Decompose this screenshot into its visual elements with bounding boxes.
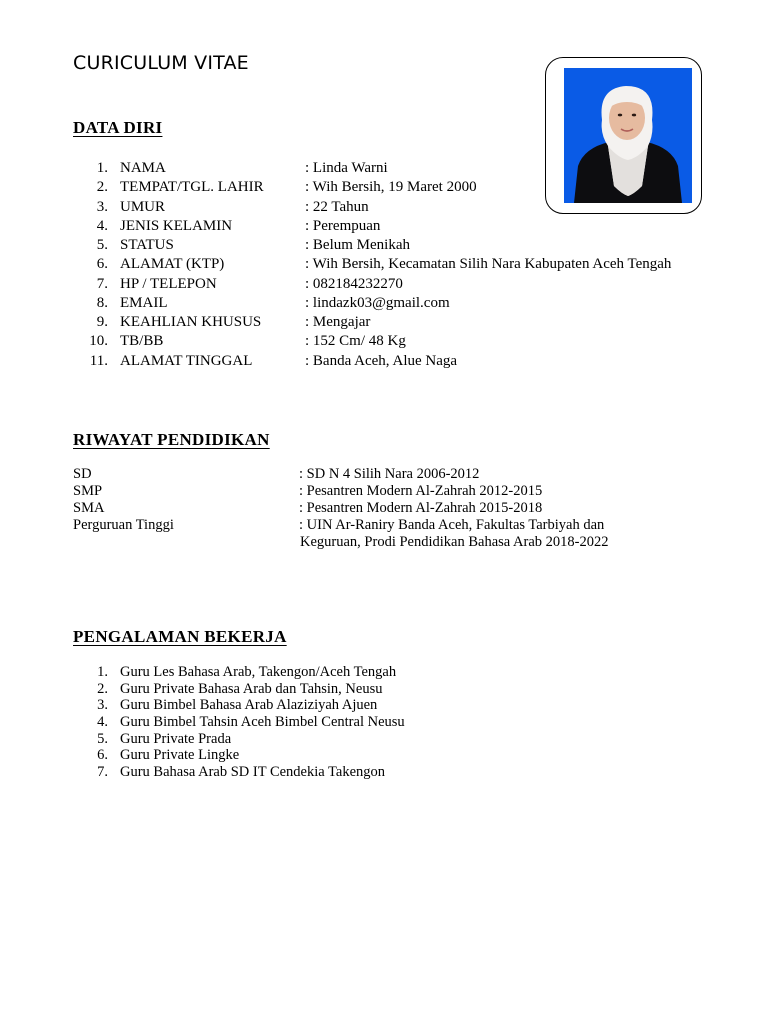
- item-number: 3.: [96, 199, 108, 215]
- item-text: Guru Les Bahasa Arab, Takengon/Aceh Tengah: [120, 664, 397, 680]
- item-number: 4.: [96, 218, 108, 234]
- item-number: 2.: [96, 179, 108, 195]
- item-value: : Pesantren Modern Al-Zahrah 2015-2018: [299, 500, 543, 516]
- item-value: : Banda Aceh, Alue Naga: [305, 353, 458, 369]
- item-label: UMUR: [120, 199, 166, 215]
- item-number: 2.: [97, 681, 108, 697]
- item-text: Guru Bahasa Arab SD IT Cendekia Takengon: [120, 764, 386, 780]
- item-number: 3.: [97, 697, 108, 713]
- item-label: HP / TELEPON: [120, 276, 217, 292]
- item-label: TB/BB: [120, 333, 164, 349]
- item-value: : lindazk03@gmail.com: [305, 295, 450, 311]
- item-value: : Perempuan: [305, 218, 381, 234]
- item-label: ALAMAT TINGGAL: [120, 353, 253, 369]
- item-value: : 22 Tahun: [305, 199, 369, 215]
- item-number: 10.: [89, 333, 108, 349]
- item-value: : SD N 4 Silih Nara 2006-2012: [299, 466, 480, 482]
- item-value: : 082184232270: [305, 276, 403, 292]
- document-title: CURICULUM VITAE: [73, 52, 249, 74]
- item-number: 4.: [97, 714, 108, 730]
- item-label: KEAHLIAN KHUSUS: [120, 314, 262, 330]
- item-number: 1.: [96, 160, 108, 176]
- profile-photo-frame: [545, 57, 702, 214]
- profile-photo: [564, 68, 692, 203]
- item-text: Guru Bimbel Tahsin Aceh Bimbel Central Neusu: [120, 714, 405, 730]
- item-label: SMA: [73, 500, 105, 516]
- item-number: 6.: [97, 747, 108, 763]
- riwayat-pendidikan-heading: RIWAYAT PENDIDIKAN: [73, 430, 270, 449]
- data-diri-heading: DATA DIRI: [73, 118, 163, 137]
- pengalaman-bekerja-heading: PENGALAMAN BEKERJA: [73, 627, 287, 646]
- person-portrait-icon: [564, 68, 692, 203]
- item-number: 11.: [89, 353, 108, 369]
- item-number: 6.: [96, 256, 108, 272]
- item-text: Guru Bimbel Bahasa Arab Alaziziyah Ajuen: [120, 697, 378, 713]
- item-label: SMP: [73, 483, 103, 499]
- item-value-continued: Keguruan, Prodi Pendidikan Bahasa Arab 2018-2022: [300, 534, 609, 550]
- item-value: : Linda Warni: [305, 160, 388, 176]
- item-number: 7.: [97, 764, 108, 780]
- item-label: ALAMAT (KTP): [120, 256, 225, 272]
- item-value: : Wih Bersih, 19 Maret 2000: [305, 179, 477, 195]
- item-label: SD: [73, 466, 92, 482]
- item-text: Guru Private Lingke: [120, 747, 240, 763]
- item-label: TEMPAT/TGL. LAHIR: [120, 179, 264, 195]
- item-label: STATUS: [120, 237, 174, 253]
- item-text: Guru Private Prada: [120, 731, 232, 747]
- item-label: NAMA: [120, 160, 166, 176]
- item-value: : Belum Menikah: [305, 237, 410, 253]
- item-number: 1.: [97, 664, 108, 680]
- item-number: 8.: [96, 295, 108, 311]
- item-number: 5.: [96, 237, 108, 253]
- item-value: : 152 Cm/ 48 Kg: [305, 333, 406, 349]
- item-value: : UIN Ar-Raniry Banda Aceh, Fakultas Tarbiyah dan: [299, 517, 605, 533]
- item-number: 9.: [96, 314, 108, 330]
- item-label: JENIS KELAMIN: [120, 218, 233, 234]
- item-label: EMAIL: [120, 295, 168, 311]
- item-text: Guru Private Bahasa Arab dan Tahsin, Neusu: [120, 681, 383, 697]
- item-number: 5.: [97, 731, 108, 747]
- item-value: : Wih Bersih, Kecamatan Silih Nara Kabupaten Aceh Tengah: [305, 256, 672, 272]
- item-number: 7.: [96, 276, 108, 292]
- item-value: : Mengajar: [305, 314, 371, 330]
- item-value: : Pesantren Modern Al-Zahrah 2012-2015: [299, 483, 543, 499]
- item-label: Perguruan Tinggi: [73, 517, 174, 533]
